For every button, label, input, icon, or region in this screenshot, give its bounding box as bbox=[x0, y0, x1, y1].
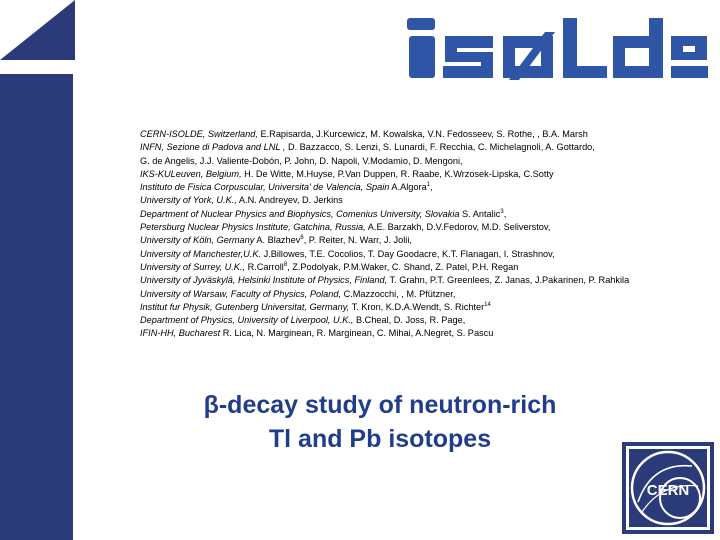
affiliation-line bbox=[140, 141, 640, 154]
affiliation-line bbox=[140, 194, 640, 207]
affiliation-line bbox=[140, 221, 640, 234]
member-names: R. Lica, N. Marginean, R. Marginean, C. Mihai, A.Negret, S. Pascu bbox=[220, 328, 494, 339]
institution-name: IKS-KULeuven, Belgium, bbox=[140, 168, 242, 179]
member-names: C.Mazzocchi, , M. Pfützner, bbox=[341, 288, 456, 299]
member-names: G. de Angelis, J.J. Valiente-Dobón, P. John, D. Napoli, V.Modamio, D. Mengoni, bbox=[140, 155, 463, 166]
member-names-continued: , bbox=[503, 208, 507, 219]
affiliation-line bbox=[140, 288, 640, 301]
footnote-marker: 14 bbox=[484, 301, 491, 308]
institution-name: University of Köln, Germany bbox=[140, 235, 255, 246]
member-names: T. Kron, K.D.A.Wendt, S. Richter bbox=[349, 301, 485, 312]
left-decorative-bar bbox=[0, 74, 73, 540]
footnote-marker: 6 bbox=[300, 235, 304, 242]
member-names-continued: , Z.Podolyak, P.M.Waker, C. Shand, Z. Patel, P.H. Regan bbox=[287, 261, 519, 272]
affiliation-line bbox=[140, 327, 640, 340]
institution-name: Petersburg Nuclear Physics Institute, Gatchina, Russia, bbox=[140, 222, 366, 233]
institution-name: Department of Nuclear Physics and Biophysics, Comenius University, Slovakia bbox=[140, 208, 460, 219]
affiliation-line bbox=[140, 168, 640, 181]
institution-name: CERN-ISOLDE, Switzerland, bbox=[140, 129, 258, 139]
institution-name: IFIN-HH, Bucharest bbox=[140, 328, 221, 339]
affiliation-line bbox=[140, 248, 640, 261]
footnote-marker: 3 bbox=[500, 208, 504, 215]
institution-name: INFN, Sezione di Padova and LNL , bbox=[140, 142, 286, 153]
affiliation-line bbox=[140, 208, 640, 221]
isolde-logo bbox=[405, 8, 710, 86]
member-names: A.E. Barzakh, D.V.Fedorov, M.D. Seliverstov, bbox=[365, 222, 551, 233]
institution-name: University of Jyväskylä, Helsinki Institute of Physics, Finland, bbox=[140, 275, 388, 286]
member-names: H. De Witte, M.Huyse, P.Van Duppen, R. Raabe, K.Wrzosek-Lipska, C.Sotty bbox=[241, 168, 554, 179]
institution-name: Department of Physics, University of Liverpool, U.K., bbox=[140, 315, 354, 326]
affiliation-line bbox=[140, 128, 640, 141]
cern-logo bbox=[622, 442, 714, 534]
member-names: R.Carroll bbox=[245, 261, 284, 272]
member-names: T. Grahn, P.T. Greenlees, Z. Janas, J.Pakarinen, P. Rahkila bbox=[387, 275, 630, 286]
member-names: A. Blazhev bbox=[254, 235, 301, 246]
footnote-marker: 8 bbox=[283, 261, 288, 268]
slide-title bbox=[120, 388, 640, 456]
affiliation-line bbox=[140, 261, 640, 274]
institution-name: University of Warsaw, Faculty of Physics, Poland, bbox=[140, 288, 342, 299]
member-names: J.Billowes, T.E. Cocolios, T. Day Goodacre, K.T. Flanagan, I. Strashnov, bbox=[261, 248, 555, 259]
corner-triangle-decoration bbox=[0, 0, 75, 60]
member-names: S. Antalic bbox=[459, 208, 501, 219]
member-names: A.N. Andreyev, D. Jerkins bbox=[236, 195, 343, 206]
member-names-continued: , bbox=[430, 182, 433, 193]
title-line-2: Tl and Pb isotopes bbox=[268, 425, 492, 453]
member-names: A.Algora bbox=[389, 182, 427, 193]
affiliation-line bbox=[140, 314, 640, 327]
cern-logo-text: CERN bbox=[646, 482, 690, 499]
institution-name: Institut fur Physik, Gutenberg Universitat, Germany, bbox=[140, 301, 350, 312]
affiliation-line bbox=[140, 155, 640, 168]
collaboration-list bbox=[140, 128, 640, 341]
member-names: E.Rapisarda, J.Kurcewicz, M. Kowalska, V.N. Fedosseev, S. Rothe, , B.A. Marsh bbox=[257, 129, 588, 139]
affiliation-line bbox=[140, 234, 640, 247]
affiliation-line bbox=[140, 301, 640, 314]
institution-name: Instituto de Fisica Corpuscular, Universita’ de Valencia, Spain bbox=[140, 182, 390, 193]
affiliation-line bbox=[140, 274, 640, 287]
member-names: B.Cheal, D. Joss, R. Page, bbox=[353, 315, 466, 326]
footnote-marker: 1 bbox=[426, 182, 431, 189]
title-line-1: β-decay study of neutron-rich bbox=[203, 391, 557, 419]
institution-name: University of Surrey, U.K., bbox=[140, 261, 246, 272]
member-names: D. Bazzacco, S. Lenzi, S. Lunardi, F. Recchia, C. Michelagnoli, A. Gottardo, bbox=[285, 142, 595, 153]
affiliation-line bbox=[140, 181, 640, 194]
member-names-continued: , P. Reiter, N. Warr, J. Jolii, bbox=[303, 235, 412, 246]
institution-name: University of Manchester,U.K. bbox=[140, 248, 262, 259]
institution-name: University of York, U.K., bbox=[140, 195, 237, 206]
